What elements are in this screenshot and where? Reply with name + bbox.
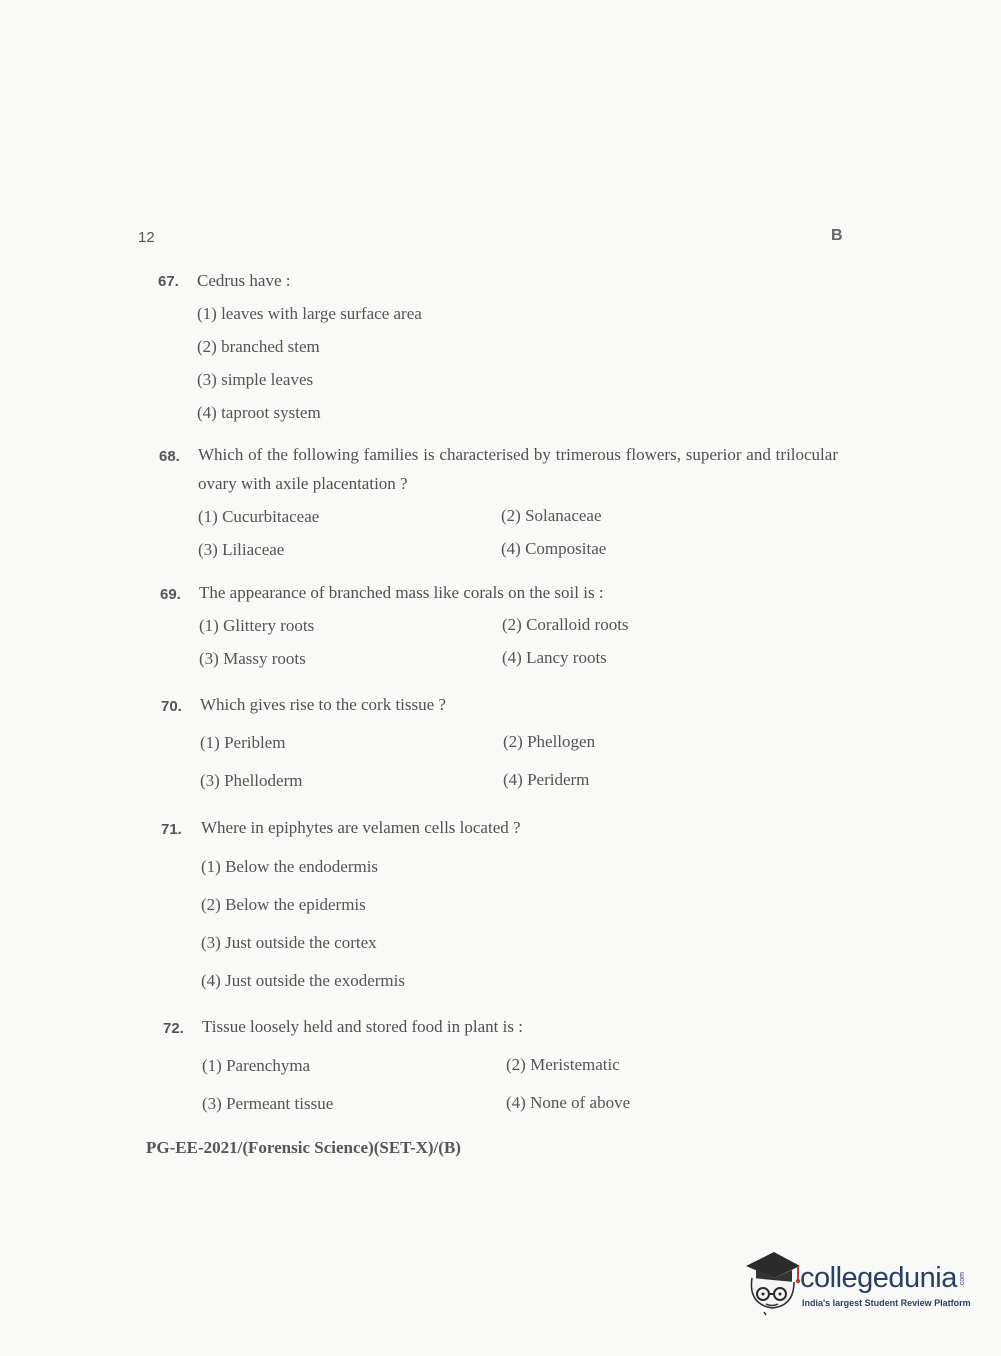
option-3: (3) Liliaceae <box>198 540 285 559</box>
collegedunia-watermark <box>742 1246 972 1318</box>
option-1: (1) leaves with large surface area <box>197 304 422 323</box>
brand-suffix: .com <box>959 1272 966 1288</box>
set-code: B <box>831 227 843 244</box>
option-2: (2) Phellogen <box>503 732 596 751</box>
question-number: 69. <box>160 586 181 603</box>
option-3: (3) Permeant tissue <box>202 1094 334 1113</box>
question-number: 70. <box>161 698 182 715</box>
brand-name: collegedunia <box>800 1262 957 1294</box>
brand-tagline: India's largest Student Review Platform <box>802 1298 971 1308</box>
option-2: (2) Solanaceae <box>501 506 602 525</box>
question-number: 68. <box>159 448 180 465</box>
question-number: 72. <box>163 1020 184 1037</box>
option-1: (1) Periblem <box>200 733 286 752</box>
footer-code: PG-EE-2021/(Forensic Science)(SET-X)/(B) <box>146 1138 461 1157</box>
option-3: (3) Phelloderm <box>200 771 303 790</box>
option-1: (1) Cucurbitaceae <box>198 507 320 526</box>
option-2: (2) Meristematic <box>506 1055 620 1074</box>
question-text: Tissue loosely held and stored food in plant is : <box>202 1017 523 1036</box>
option-3: (3) simple leaves <box>197 370 314 389</box>
question-text: Which gives rise to the cork tissue ? <box>200 695 446 714</box>
question-text: The appearance of branched mass like corals on the soil is : <box>199 583 604 602</box>
question-text: Cedrus have : <box>197 271 291 290</box>
option-4: (4) None of above <box>506 1093 631 1112</box>
option-4: (4) taproot system <box>197 403 321 422</box>
question-text: Which of the following families is characterised by trimerous flowers, superior and trilocular ovary with axile placentation ? <box>198 445 838 493</box>
option-1: (1) Parenchyma <box>202 1056 311 1075</box>
question-number: 71. <box>161 821 182 838</box>
option-1: (1) Below the endodermis <box>201 857 379 876</box>
option-4: (4) Lancy roots <box>502 648 607 667</box>
option-3: (3) Massy roots <box>199 649 306 668</box>
option-4: (4) Periderm <box>503 770 590 789</box>
option-4: (4) Compositae <box>501 539 607 558</box>
question-text: Where in epiphytes are velamen cells located ? <box>201 818 521 837</box>
option-2: (2) Coralloid roots <box>502 615 629 634</box>
option-2: (2) Below the epidermis <box>201 895 366 914</box>
page-number: 12 <box>138 229 155 246</box>
question-number: 67. <box>158 273 179 290</box>
option-3: (3) Just outside the cortex <box>201 933 377 952</box>
graduate-mascot-icon <box>742 1248 802 1316</box>
option-1: (1) Glittery roots <box>199 616 315 635</box>
option-4: (4) Just outside the exodermis <box>201 971 405 990</box>
option-2: (2) branched stem <box>197 337 320 356</box>
